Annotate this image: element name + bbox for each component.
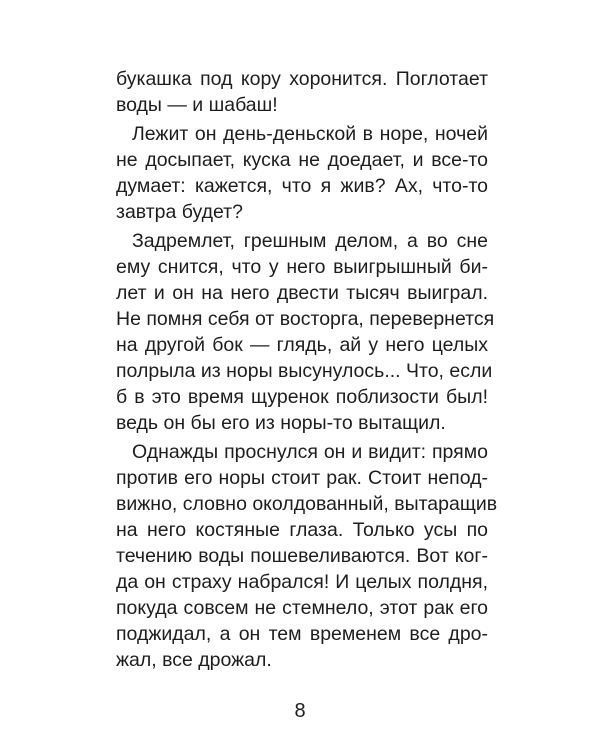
text-line: вижно, словно околдованный, вытаращив [116, 493, 498, 515]
text-line: ведь он бы его из норы-то вытащил. [116, 412, 446, 434]
text-line: Не помня себя от восторга, перевернется [116, 308, 495, 330]
text-line: лет и он на него двести тысяч выиграл. [116, 282, 488, 304]
text-line: течению воды пошевеливаются. Вот ког- [116, 545, 488, 567]
text-line: не досыпает, куска не доедает, и все-то [116, 149, 488, 171]
text-line: завтра будет? [116, 201, 243, 223]
text-line: ему снится, что у него выигрышный би- [116, 256, 488, 278]
text-line: Однажды проснулся он и видит: прямо [132, 441, 488, 463]
text-line: жал, все дрожал. [116, 649, 272, 671]
text-line: думает: кажется, что я жив? Ах, что-то [116, 175, 488, 197]
text-line: полрыла из норы высунулось... Что, если [116, 360, 493, 382]
text-line: воды — и шабаш! [116, 94, 278, 116]
text-line: б в это время щуренок поблизости был! [116, 386, 488, 408]
text-line: Задремлет, грешным делом, а во сне [132, 230, 488, 252]
text-line: на него костяные глаза. Только усы по [116, 519, 488, 541]
text-line: да он страху набрался! И целых полдня, [116, 571, 488, 593]
text-line: букашка под кору хоронится. Поглотает [116, 68, 488, 90]
text-line: покуда совсем не стемнело, этот рак его [116, 597, 488, 619]
text-line: поджидал, а он тем временем все дро- [116, 623, 488, 645]
page-number: 8 [294, 700, 306, 722]
text-line: на другой бок — глядь, ай у него целых [116, 334, 488, 356]
text-line: против его норы стоит рак. Стоит непод- [116, 467, 488, 489]
text-line: Лежит он день-деньской в норе, ночей [132, 123, 488, 145]
